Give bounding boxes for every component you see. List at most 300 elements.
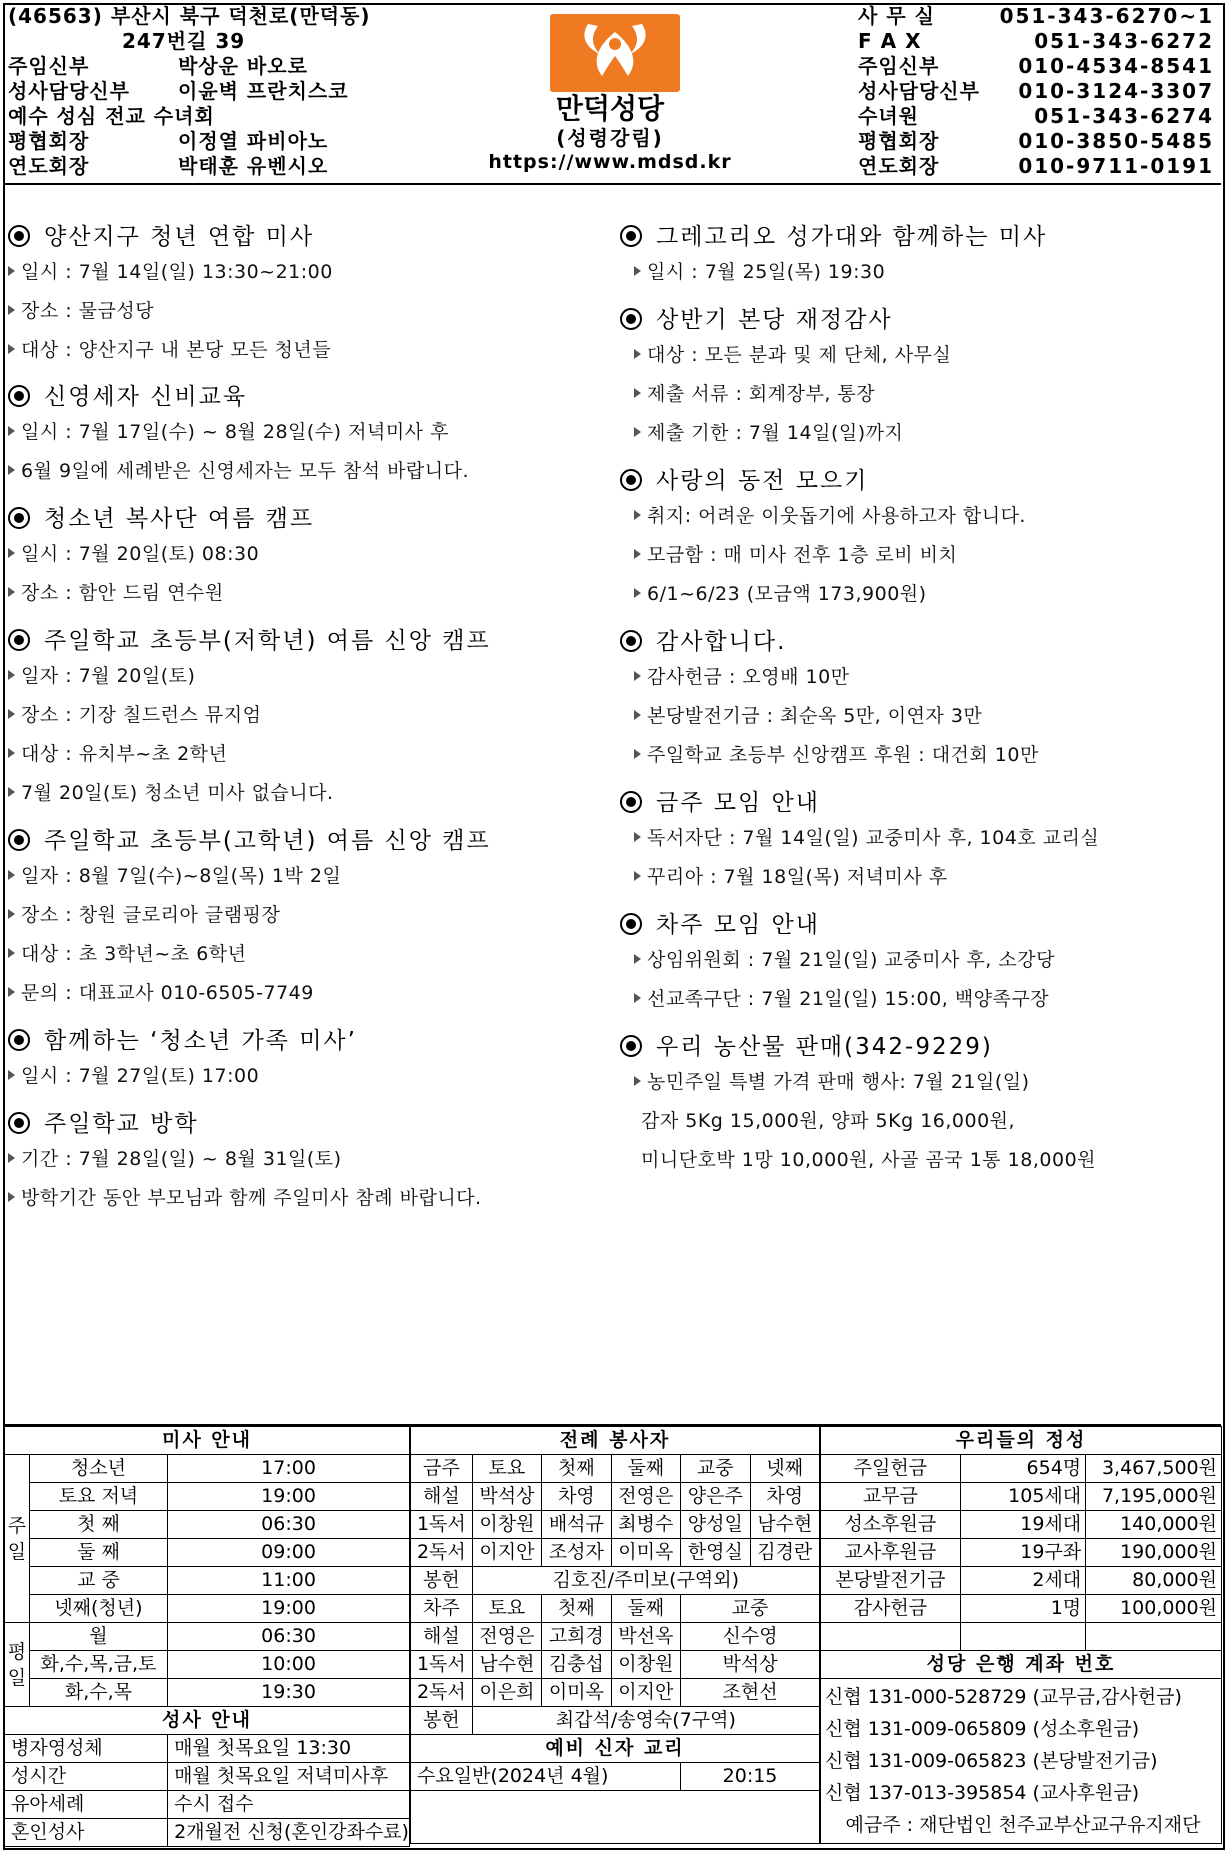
offering-name: 성소후원금	[821, 1511, 961, 1539]
triangle-bullet-icon	[8, 1192, 15, 1202]
contact-row	[858, 4, 1220, 29]
contact-label: 주임신부	[858, 54, 940, 78]
staff-name: 박태훈 유벤시오	[178, 154, 329, 178]
notice-item-text: 기간 : 7월 28일(일) ~ 8월 31일(토)	[21, 1148, 342, 1170]
notice-item-text: 선교족구단 : 7월 21일(일) 15:00, 백양족구장	[647, 988, 1050, 1010]
servers-table-title: 전례 봉사자	[411, 1427, 820, 1455]
contact-label: 사 무 실	[858, 4, 935, 28]
offering-table	[820, 1426, 1222, 1844]
servers-cell: 이미옥	[542, 1679, 611, 1707]
notice-item-text: 상임위원회 : 7월 21일(일) 교중미사 후, 소강당	[647, 949, 1055, 971]
servers-cell: 박석상	[472, 1483, 541, 1511]
staff-role: 예수 성심 전교 수녀회	[8, 104, 215, 128]
servers-cell: 김경란	[750, 1539, 820, 1567]
bongheon-label: 봉헌	[411, 1707, 473, 1735]
notice-item	[620, 582, 1220, 606]
notice-title	[8, 504, 608, 534]
servers-cell: 양은주	[681, 1483, 750, 1511]
staff-name: 이정열 파비아노	[178, 129, 329, 153]
bongheon-value: 최갑석/송영숙(7구역)	[472, 1707, 819, 1735]
servers-cell: 신수영	[681, 1623, 820, 1651]
triangle-bullet-icon	[634, 427, 641, 437]
bank-account: 신협 137-013-395854 (교사후원금)	[825, 1782, 1140, 1804]
notice-item	[8, 781, 608, 805]
notice-section	[620, 222, 1220, 284]
triangle-bullet-icon	[634, 671, 641, 681]
triangle-bullet-icon	[8, 344, 15, 354]
triangle-bullet-icon	[8, 1070, 15, 1080]
notice-item	[8, 1064, 608, 1088]
servers-cell: 양성일	[681, 1511, 750, 1539]
triangle-bullet-icon	[634, 388, 641, 398]
notice-item-text: 장소 : 함안 드림 연수원	[21, 582, 224, 604]
notice-item-text: 제출 서류 : 회계장부, 통장	[647, 383, 876, 405]
notice-title	[8, 1026, 608, 1056]
triangle-bullet-icon	[8, 670, 15, 680]
notice-title-text: 우리 농산물 판매(342-9229)	[656, 1034, 993, 1060]
staff-role: 연도회장	[8, 154, 90, 178]
servers-cell: 고희경	[542, 1623, 611, 1651]
triangle-bullet-icon	[634, 871, 641, 881]
notice-item	[8, 664, 608, 688]
notice-item-text: 감사헌금 : 오영배 10만	[647, 666, 850, 688]
offering-count: 105세대	[960, 1483, 1085, 1511]
offering-table-title: 우리들의 정성	[821, 1427, 1222, 1455]
notice-item	[620, 865, 1220, 889]
contact-row	[858, 104, 1220, 129]
notice-item-text: 대상 : 유치부~초 2학년	[21, 743, 228, 765]
catechism-title: 예비 신자 교리	[411, 1735, 820, 1763]
bongheon-row	[411, 1567, 820, 1595]
notice-title	[8, 222, 608, 252]
mass-time: 19:30	[168, 1679, 410, 1707]
notice-item-text: 대상 : 양산지구 내 본당 모든 청년들	[21, 339, 332, 361]
notice-item	[620, 382, 1220, 406]
staff-role: 성사담당신부	[8, 79, 130, 103]
triangle-bullet-icon	[634, 954, 641, 964]
servers-cell: 남수현	[472, 1651, 541, 1679]
mass-time: 19:00	[168, 1595, 410, 1623]
triangle-bullet-icon	[634, 832, 641, 842]
circle-bullet-icon	[620, 225, 642, 247]
triangle-bullet-icon	[634, 1076, 641, 1086]
address-line-2: 247번길 39	[122, 29, 246, 53]
notice-title-text: 주일학교 초등부(고학년) 여름 신앙 캠프	[44, 828, 491, 854]
mass-row	[5, 1595, 410, 1623]
sacrament-name: 성시간	[5, 1763, 168, 1791]
bank-account: 신협 131-000-528729 (교무금,감사헌금)	[825, 1686, 1182, 1708]
notice-title-text: 양산지구 청년 연합 미사	[44, 224, 315, 250]
notice-section	[8, 504, 608, 605]
triangle-bullet-icon	[8, 870, 15, 880]
staff-role: 평협회장	[8, 129, 90, 153]
sacrament-row	[5, 1763, 410, 1791]
offering-name: 교무금	[821, 1483, 961, 1511]
servers-header-cell: 토요	[472, 1595, 541, 1623]
notice-item	[8, 260, 608, 284]
servers-cell: 차영	[542, 1483, 611, 1511]
servers-table	[410, 1426, 820, 1844]
sacrament-table-title: 성사 안내	[5, 1707, 410, 1735]
servers-cell: 이창원	[611, 1651, 680, 1679]
circle-bullet-icon	[620, 1035, 642, 1057]
notice-title	[8, 382, 608, 412]
triangle-bullet-icon	[8, 548, 15, 558]
offering-count: 2세대	[960, 1567, 1085, 1595]
mass-name: 화,수,목,금,토	[29, 1651, 167, 1679]
notice-item-text: 미니단호박 1망 10,000원, 사골 곰국 1통 18,000원	[641, 1149, 1097, 1171]
notice-item-text: 방학기간 동안 부모님과 함께 주일미사 참례 바랍니다.	[21, 1187, 482, 1209]
catechism-time: 20:15	[681, 1763, 820, 1791]
servers-cell: 차영	[750, 1483, 820, 1511]
sacrament-value: 2개월전 신청(혼인강좌수료)	[168, 1819, 410, 1847]
notice-section	[620, 466, 1220, 606]
mass-name: 둘 째	[29, 1539, 167, 1567]
servers-header-cell: 넷째	[750, 1455, 820, 1483]
triangle-bullet-icon	[8, 426, 15, 436]
catechism-empty-row	[411, 1791, 820, 1844]
empty-cell	[411, 1791, 820, 1844]
triangle-bullet-icon	[634, 993, 641, 1003]
servers-header-row	[411, 1455, 820, 1483]
notice-item-text: 제출 기한 : 7월 14일(일)까지	[647, 422, 904, 444]
notice-item	[620, 743, 1220, 767]
mass-row	[5, 1539, 410, 1567]
circle-bullet-icon	[620, 791, 642, 813]
servers-cell: 전영은	[472, 1623, 541, 1651]
triangle-bullet-icon	[634, 510, 641, 520]
notice-section	[620, 910, 1220, 1011]
notice-item	[620, 948, 1220, 972]
triangle-bullet-icon	[634, 588, 641, 598]
servers-header-cell: 둘째	[611, 1595, 680, 1623]
contact-row	[858, 154, 1220, 179]
contact-label: 연도회장	[858, 154, 940, 178]
notice-item-text: 일자 : 7월 20일(토)	[21, 665, 196, 687]
notice-title	[8, 626, 608, 656]
notice-item-text: 7월 20일(토) 청소년 미사 없습니다.	[21, 782, 334, 804]
notice-item	[8, 864, 608, 888]
servers-cell: 해설	[411, 1483, 473, 1511]
servers-cell: 이지안	[611, 1679, 680, 1707]
contact-phone[interactable]: 010-3124-3307	[1018, 79, 1214, 103]
offering-name: 본당발전기금	[821, 1567, 961, 1595]
offering-amount: 3,467,500원	[1086, 1455, 1222, 1483]
notice-item-text: 장소 : 물금성당	[21, 300, 155, 322]
notice-item	[8, 903, 608, 927]
notice-title-text: 사랑의 동전 모으기	[656, 468, 869, 494]
bongheon-row	[411, 1707, 820, 1735]
servers-header-cell: 토요	[472, 1455, 541, 1483]
offering-amount: 100,000원	[1086, 1595, 1222, 1623]
mass-name: 토요 저녁	[29, 1483, 167, 1511]
servers-cell: 조성자	[542, 1539, 611, 1567]
servers-cell: 박선옥	[611, 1623, 680, 1651]
contact-row	[858, 79, 1220, 104]
offering-amount: 140,000원	[1086, 1511, 1222, 1539]
contact-label: 수녀원	[858, 104, 919, 128]
contact-phone[interactable]: 051-343-6272	[1034, 29, 1214, 53]
notice-item-text: 본당발전기금 : 최순옥 5만, 이연자 3만	[647, 705, 983, 727]
notice-item	[8, 459, 608, 483]
mass-row	[5, 1623, 410, 1651]
bank-account: 신협 131-009-065809 (성소후원금)	[825, 1718, 1140, 1740]
servers-header-cell: 교중	[681, 1595, 820, 1623]
servers-cell: 1독서	[411, 1651, 473, 1679]
servers-header-cell: 교중	[681, 1455, 750, 1483]
contact-phone[interactable]: 051-343-6270~1	[999, 4, 1214, 28]
sacrament-row	[5, 1819, 410, 1847]
circle-bullet-icon	[620, 308, 642, 330]
mass-row	[5, 1511, 410, 1539]
notice-item	[620, 260, 1220, 284]
offering-count: 19세대	[960, 1511, 1085, 1539]
triangle-bullet-icon	[8, 787, 15, 797]
sacrament-name: 병자영성체	[5, 1735, 168, 1763]
sacrament-value: 매월 첫목요일 저녁미사후	[168, 1763, 410, 1791]
servers-row	[411, 1483, 820, 1511]
notice-item-text: 일자 : 8월 7일(수)~8일(목) 1박 2일	[21, 865, 342, 887]
bongheon-value: 김호진/주미보(구역외)	[472, 1567, 819, 1595]
bongheon-label: 봉헌	[411, 1567, 473, 1595]
sacrament-value: 매월 첫목요일 13:30	[168, 1735, 410, 1763]
notice-item	[620, 704, 1220, 728]
offering-amount: 80,000원	[1086, 1567, 1222, 1595]
mass-row	[5, 1567, 410, 1595]
notice-title-text: 주일학교 초등부(저학년) 여름 신앙 캠프	[44, 628, 491, 654]
offering-row	[821, 1567, 1222, 1595]
notice-item	[8, 299, 608, 323]
notice-section	[8, 626, 608, 805]
servers-header-cell: 금주	[411, 1455, 473, 1483]
notice-title	[620, 466, 1220, 496]
notice-item	[620, 1070, 1220, 1094]
mass-table-title: 미사 안내	[5, 1427, 410, 1455]
notice-item-text: 모금함 : 매 미사 전후 1층 로비 비치	[647, 544, 958, 566]
notice-item-text: 대상 : 모든 분과 및 제 단체, 사무실	[647, 344, 952, 366]
servers-cell: 최병수	[611, 1511, 680, 1539]
notice-item-text: 6월 9일에 세례받은 신영세자는 모두 참석 바랍니다.	[21, 460, 470, 482]
notice-item	[8, 581, 608, 605]
notice-title-text: 상반기 본당 재정감사	[656, 307, 893, 333]
offering-row	[821, 1511, 1222, 1539]
notice-item	[8, 338, 608, 362]
mass-name: 청소년	[29, 1455, 167, 1483]
notice-item-text: 일시 : 7월 25일(목) 19:30	[647, 261, 886, 283]
sunday-label: 주 일	[5, 1455, 30, 1623]
notice-title	[620, 1032, 1220, 1062]
notice-item	[620, 543, 1220, 567]
notice-item-text: 문의 : 대표교사 010-6505-7749	[21, 982, 314, 1004]
staff-row	[8, 54, 568, 79]
servers-header-cell: 첫째	[542, 1595, 611, 1623]
servers-cell: 해설	[411, 1623, 473, 1651]
notice-section	[8, 1109, 608, 1210]
servers-cell: 이창원	[472, 1511, 541, 1539]
notice-item	[8, 742, 608, 766]
offering-name: 감사헌금	[821, 1595, 961, 1623]
contact-row	[858, 129, 1220, 154]
offering-row	[821, 1539, 1222, 1567]
notice-item	[8, 981, 608, 1005]
notice-item-continued	[620, 1109, 1220, 1133]
circle-bullet-icon	[8, 629, 30, 651]
triangle-bullet-icon	[8, 909, 15, 919]
mass-time: 11:00	[168, 1567, 410, 1595]
circle-bullet-icon	[620, 913, 642, 935]
mass-name: 첫 째	[29, 1511, 167, 1539]
servers-cell: 이지안	[472, 1539, 541, 1567]
mass-table	[4, 1426, 410, 1847]
notice-section	[8, 382, 608, 483]
notice-title	[620, 305, 1220, 335]
circle-bullet-icon	[8, 1029, 30, 1051]
notice-item-text: 대상 : 초 3학년~초 6학년	[21, 943, 247, 965]
servers-cell: 한영실	[681, 1539, 750, 1567]
contact-label: 성사담당신부	[858, 79, 980, 103]
catechism-name: 수요일반(2024년 4월)	[411, 1763, 681, 1791]
notice-title-text: 감사합니다.	[656, 629, 787, 655]
offering-row	[821, 1483, 1222, 1511]
mass-time: 17:00	[168, 1455, 410, 1483]
church-logo	[550, 14, 680, 92]
servers-cell: 이은희	[472, 1679, 541, 1707]
mass-name: 넷째(청년)	[29, 1595, 167, 1623]
sacrament-row	[5, 1735, 410, 1763]
triangle-bullet-icon	[634, 549, 641, 559]
circle-bullet-icon	[8, 507, 30, 529]
notice-item-text: 감자 5Kg 15,000원, 양파 5Kg 16,000원,	[641, 1110, 1016, 1132]
contact-row	[858, 29, 1220, 54]
notice-title-text: 주일학교 방학	[44, 1111, 199, 1137]
circle-bullet-icon	[620, 630, 642, 652]
notice-item	[8, 1147, 608, 1171]
notice-item-text: 일시 : 7월 27일(토) 17:00	[21, 1065, 260, 1087]
notice-item-text: 장소 : 기장 칠드런스 뮤지엄	[21, 704, 262, 726]
bank-title: 성당 은행 계좌 번호	[821, 1651, 1222, 1679]
notice-title-text: 청소년 복사단 여름 캠프	[44, 506, 315, 532]
staff-role: 주임신부	[8, 54, 90, 78]
notice-title	[8, 826, 608, 856]
servers-row	[411, 1651, 820, 1679]
servers-cell: 2독서	[411, 1539, 473, 1567]
notice-item	[8, 703, 608, 727]
notice-item-text: 장소 : 창원 글로리아 글램핑장	[21, 904, 281, 926]
triangle-bullet-icon	[8, 748, 15, 758]
notices-left-column	[8, 222, 608, 1225]
notice-item	[8, 1186, 608, 1210]
church-name: 만덕성당	[555, 92, 665, 125]
servers-header-cell: 둘째	[611, 1455, 680, 1483]
notice-title-text: 그레고리오 성가대와 함께하는 미사	[656, 224, 1048, 250]
staff-name: 박상운 바오로	[178, 54, 308, 78]
notice-section	[8, 1026, 608, 1088]
offering-name: 주일헌금	[821, 1455, 961, 1483]
offering-amount: 7,195,000원	[1086, 1483, 1222, 1511]
triangle-bullet-icon	[8, 948, 15, 958]
offering-name: 교사후원금	[821, 1539, 961, 1567]
triangle-bullet-icon	[634, 749, 641, 759]
catechism-row	[411, 1763, 820, 1791]
triangle-bullet-icon	[8, 1153, 15, 1163]
notice-item-text: 일시 : 7월 14일(일) 13:30~21:00	[21, 261, 333, 283]
contact-phone[interactable]: 010-9711-0191	[1018, 154, 1214, 178]
mass-name: 월	[29, 1623, 167, 1651]
notice-item	[620, 826, 1220, 850]
bank-accounts	[821, 1679, 1222, 1844]
notice-item-text: 농민주일 특별 가격 판매 행사: 7월 21일(일)	[647, 1071, 1030, 1093]
mass-row	[5, 1455, 410, 1483]
servers-cell: 2독서	[411, 1679, 473, 1707]
notice-item-text: 독서자단 : 7월 14일(일) 교중미사 후, 104호 교리실	[647, 827, 1100, 849]
circle-bullet-icon	[8, 225, 30, 247]
contact-phone[interactable]: 010-3850-5485	[1018, 129, 1214, 153]
notice-item-continued	[620, 1148, 1220, 1172]
servers-cell: 조현선	[681, 1679, 820, 1707]
servers-header-row	[411, 1595, 820, 1623]
notice-item-text: 주일학교 초등부 신앙캠프 후원 : 대건회 10만	[647, 744, 1039, 766]
notice-item	[620, 987, 1220, 1011]
notice-item	[8, 542, 608, 566]
notice-title	[620, 910, 1220, 940]
contact-phone[interactable]: 010-4534-8541	[1018, 54, 1214, 78]
mass-name: 화,수,목	[29, 1679, 167, 1707]
notice-item	[8, 420, 608, 444]
bank-account: 신협 131-009-065823 (본당발전기금)	[825, 1750, 1158, 1772]
triangle-bullet-icon	[8, 465, 15, 475]
church-subtitle: (성령강림)	[556, 126, 664, 150]
servers-row	[411, 1539, 820, 1567]
weekday-label: 평 일	[5, 1623, 30, 1707]
mass-row	[5, 1483, 410, 1511]
mass-time: 09:00	[168, 1539, 410, 1567]
circle-bullet-icon	[8, 1112, 30, 1134]
triangle-bullet-icon	[8, 587, 15, 597]
contact-row	[858, 54, 1220, 79]
servers-cell: 1독서	[411, 1511, 473, 1539]
notice-title	[620, 788, 1220, 818]
mass-time: 10:00	[168, 1651, 410, 1679]
notice-title-text: 함께하는 ‘청소년 가족 미사’	[44, 1028, 357, 1054]
church-url-link[interactable]: https://www.mdsd.kr	[488, 151, 732, 173]
mass-time: 06:30	[168, 1511, 410, 1539]
notice-section	[620, 627, 1220, 767]
mass-row	[5, 1651, 410, 1679]
notice-section	[8, 826, 608, 1005]
notice-item	[620, 504, 1220, 528]
servers-cell: 이미옥	[611, 1539, 680, 1567]
servers-cell: 전영은	[611, 1483, 680, 1511]
circle-bullet-icon	[8, 385, 30, 407]
header-divider	[3, 183, 1221, 185]
mass-row	[5, 1679, 410, 1707]
notice-section	[620, 788, 1220, 889]
circle-bullet-icon	[620, 469, 642, 491]
triangle-bullet-icon	[8, 266, 15, 276]
notices-right-column	[620, 222, 1220, 1187]
offering-count: 654명	[960, 1455, 1085, 1483]
contact-phone[interactable]: 051-343-6274	[1034, 104, 1214, 128]
notice-title-text: 금주 모임 안내	[656, 790, 820, 816]
notice-item	[620, 343, 1220, 367]
servers-row	[411, 1623, 820, 1651]
notice-item	[620, 665, 1220, 689]
contact-label: 평협회장	[858, 129, 940, 153]
servers-header-cell: 첫째	[542, 1455, 611, 1483]
sacrament-row	[5, 1791, 410, 1819]
notice-title-text: 신영세자 신비교육	[44, 384, 248, 410]
offering-row	[821, 1595, 1222, 1623]
